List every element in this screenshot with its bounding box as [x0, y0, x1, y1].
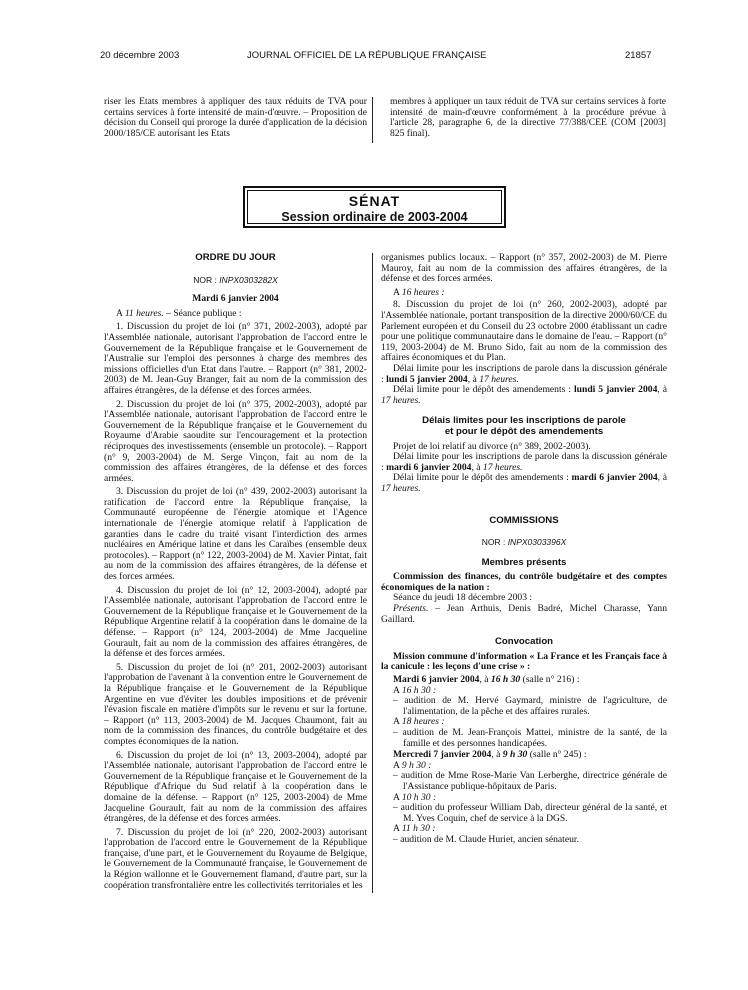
header-date: 20 décembre 2003: [100, 50, 180, 61]
agenda-item: 6. Discussion du projet de loi (n° 13, 2003-2004), adopté par l'Assemblée nationale, autorisant l'approbation de l'accord entre le Gouvernement de la République française et le Gouvernement de la République d'Afrique du Sud relatif à la coopération dans le domaine de la défense. – Rapport (n° 125, 2003-2004) de Mme Jacqueline Gourault, fait au nom de la commission des affaires étrangères, de la défense et des forces armées.: [104, 749, 367, 825]
mercredi-heading: Mercredi 7 janvier 2004, à 9 h 30 (salle n° 245) :: [393, 749, 587, 761]
left-column: [104, 253, 367, 891]
top-right-text: membres à appliquer un taux réduit de TVA sur certains services à forte intensité de main-d'œuvre conformément à la procédure prévue à l'article 28, paragraphe 6, de la directive 77/388/CEE (COM [2003] 825 final).: [390, 96, 666, 139]
delai-parole-mardi: Délai limite pour les inscriptions de parole dans la discussion générale : mardi 6 janvier 2004, à 17 heures.: [381, 451, 667, 473]
agenda-item: 3. Discussion du projet de loi (n° 439, 2002-2003) autorisant la ratification de l'accord entre la République française, la Communauté européenne de l'énergie atomique et l'Agence internationale de l'énergie atomique relatif à l'application de garanties dans le cadre du traité visant l'interdiction des armes nucléaires en Amérique latine et dans les Caraïbes (ensemble deux protocoles). – Rapport (n° 122, 2003-2004) de M. Xavier Pintat, fait au nom de la commission des affaires étrangères, de la défense et des forces armées.: [104, 486, 367, 583]
top-right-continuation: [390, 97, 666, 139]
right-column: [381, 253, 667, 846]
commissions-heading: COMMISSIONS: [489, 515, 559, 527]
nor-reference: NOR : INPX0303282X: [193, 274, 278, 285]
projet-divorce: Projet de loi relatif au divorce (n° 389, 2002-2003).: [393, 440, 591, 452]
audition-entry: – audition du professeur William Dab, directeur général de la santé, et M. Yves Coquin, chef de service à la DGS.: [393, 802, 667, 824]
membres-presents-heading: Membres présents: [481, 556, 567, 568]
delais-heading-line-1: Délais limites pour les inscriptions de parole: [422, 415, 626, 427]
header-page-number: 21857: [625, 50, 652, 61]
slots-mardi: [381, 686, 667, 750]
column-divider-main: [372, 253, 373, 893]
column-divider-top: [372, 97, 373, 143]
seance-jeudi: Séance du jeudi 18 décembre 2003 :: [393, 592, 533, 604]
time-slot: A 11 h 30 :: [393, 823, 436, 835]
agenda-item: 1. Discussion du projet de loi (n° 371, 2002-2003), adopté par l'Assemblée nationale, autorisant l'approbation de l'accord entre le Gouvernement de la République française et le Gouvernement de l'Australie sur l'emploi des personnes à charge des membres des missions officielles d'un Etat dans l'autre. – Rapport (n° 381, 2002-2003) de M. Jean-Guy Branger, fait au nom de la commission des affaires étrangères, de la défense et des forces armées.: [104, 321, 367, 396]
mission-title: Mission commune d'information « La France et les Français face à la canicule : les leçons d'une crise » :: [381, 650, 667, 673]
delai-amendements-lundi: Délai limite pour le dépôt des amendements : lundi 5 janvier 2004, à 17 heures.: [381, 384, 668, 406]
agenda-item: 7. Discussion du projet de loi (n° 220, 2002-2003) autorisant l'approbation de l'accord entre le Gouvernement de la République française, d'une part, et le Gouvernement du Royaume de Belgique, le Gouvernement de la Communauté française, le Gouvernement de la Région wallonne et le Gouvernement flamand, d'autre part, sur la coopération transfrontalière entre les collectivités territoriales et les: [104, 826, 367, 891]
ordre-du-jour-heading: ORDRE DU JOUR: [195, 252, 276, 263]
audition-entry: – audition de M. Hervé Gaymard, ministre de l'agriculture, de l'alimentation, de la pêche et des affaires rurales.: [393, 695, 667, 717]
mardi-heading: Mardi 6 janvier 2004, à 16 h 30 (salle n° 216) :: [393, 674, 580, 685]
agenda-items: [104, 322, 367, 891]
delais-heading-line-2: et pour le dépôt des amendements: [444, 425, 604, 437]
time-slot: A 18 heures :: [393, 716, 445, 728]
audition-entry: – audition de M. Claude Huriet, ancien sénateur.: [393, 833, 579, 845]
convocation-heading: Convocation: [494, 636, 554, 648]
agenda-item: 5. Discussion du projet de loi (n° 201, 2002-2003) autorisant l'approbation de l'avenant à la convention entre le Gouvernement de la République française et le Gouvernement de la République Argentine en vue d'éviter les doubles impositions et de prévenir l'évasion fiscale en matière d'impôts sur le revenu et sur la fortune. – Rapport (n° 113, 2003-2004) de M. Jacques Chaumont, fait au nom de la commission des finances, du contrôle budgétaire et des comptes économiques de la nation.: [104, 661, 367, 747]
header-journal-title: JOURNAL OFFICIEL DE LA RÉPUBLIQUE FRANÇAISE: [247, 50, 487, 61]
item-7-continuation: organismes publics locaux. – Rapport (n° 357, 2002-2003) de M. Pierre Mauroy, fait au nom de la commission des affaires étrangères, de la défense et des forces armées.: [381, 252, 667, 285]
audition-entry: – audition de M. Jean-François Mattei, ministre de la santé, de la famille et des personnes handicapées.: [393, 726, 667, 749]
time-16h: A 16 heures :: [393, 286, 445, 298]
audition-entry: – audition de Mme Rose-Marie Van Lerberghe, directrice générale de l'Assistance publique-hôpitaux de Paris.: [393, 770, 667, 792]
senat-session: Session ordinaire de 2003-2004: [281, 210, 468, 224]
commission-finances: Commission des finances, du contrôle budgétaire et des comptes économiques de la nation :: [381, 571, 667, 593]
time-slot: A 10 h 30 :: [393, 791, 437, 803]
senat-title-box: [243, 186, 506, 228]
time-slot: A 9 h 30 :: [393, 759, 432, 771]
top-left-text: riser les Etats membres à appliquer des taux réduits de TVA pour certains services à forte intensité de main-d'œuvre. – Proposition de décision du Conseil qui proroge la durée d'application de la décision 2000/185/CE autorisant les Etats: [104, 96, 367, 139]
top-left-continuation: [104, 97, 367, 139]
slots-mercredi: [381, 761, 667, 846]
agenda-item: 2. Discussion du projet de loi (n° 375, 2002-2003), adopté par l'Assemblée nationale, autorisant l'approbation de l'accord entre le Gouvernement de la République française et le Gouvernement du Royaume d'Arabie saoudite sur l'encouragement et la protection réciproques des investissements (ensemble un protocole). – Rapport (n° 9, 2003-2004) de M. Serge Vinçon, fait au nom de la commission des affaires étrangères, de la défense et des forces armées.: [104, 398, 367, 484]
seance-line: A 11 heures. – Séance publique :: [116, 307, 242, 319]
delai-amendements-mardi: Délai limite pour le dépôt des amendements : mardi 6 janvier 2004, à 17 heures.: [381, 472, 667, 494]
agenda-item: 4. Discussion du projet de loi (n° 12, 2003-2004), adopté par l'Assemblée nationale, autorisant l'approbation de l'accord entre le Gouvernement de la République française et le Gouvernement de la République Argentine relatif à la coopération dans le domaine de la défense. – Rapport (n° 124, 2003-2004) de Mme Jacqueline Gourault, fait au nom de la commission des affaires étrangères, de la défense et des forces armées.: [104, 584, 367, 660]
agenda-item-8: 8. Discussion du projet de loi (n° 260, 2002-2003), adopté par l'Assemblée nationale, portant transposition de la directive 2000/60/CE du Parlement européen et du Conseil du 23 octobre 2000 établissant un cadre pour une politique communautaire dans le domaine de l'eau. – Rapport (n° 119, 2003-2004) de M. Bruno Sido, fait au nom de la commission des affaires économiques et du Plan.: [381, 299, 667, 364]
time-slot: A 16 h 30 :: [393, 684, 437, 696]
delai-parole-lundi: Délai limite pour les inscriptions de parole dans la discussion générale : lundi 5 janvier 2004, à 17 heures.: [381, 362, 667, 385]
nor-reference-commissions: NOR : INPX0303396X: [481, 537, 567, 548]
day-heading: Mardi 6 janvier 2004: [192, 293, 279, 305]
presents-line: Présents. – Jean Arthuis, Denis Badré, Michel Charasse, Yann Gaillard.: [381, 603, 667, 625]
senat-title: SÉNAT: [348, 193, 401, 209]
